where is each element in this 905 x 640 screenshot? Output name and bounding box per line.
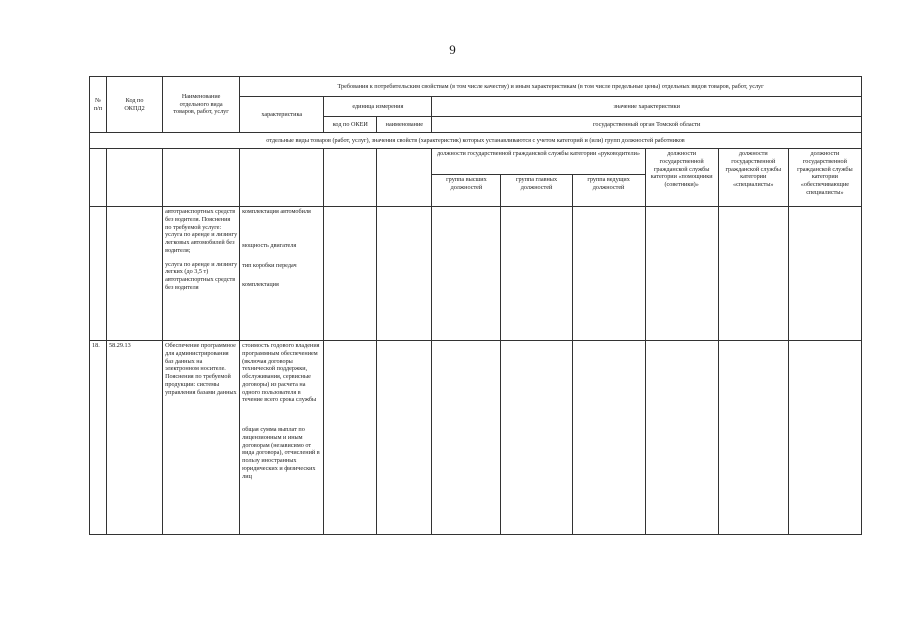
char-block: комплектация автомобиля [242, 208, 311, 215]
row-characteristics [240, 341, 324, 535]
row-code [107, 207, 163, 341]
table-row [90, 341, 862, 535]
char-block: общая сумма выплат по лицензионным и иным договорам (независимо от вида договора), отчислений в пользу иностранных юридических и физических лиц [242, 426, 320, 480]
char-block: стоимость годового владения программным обеспечением (включая договоры технической поддержки, обслуживания, сервисные договоры) из расчета на одного пользователя в течение всего срока службы [242, 342, 320, 404]
row-name [163, 341, 240, 535]
support-header: должности государственной гражданской службы категории «обеспечивающие специалисты» [788, 149, 861, 207]
gov-body-header: государственный орган Томской области [432, 117, 862, 133]
col-name-header: Наименование отдельного вида товаров, работ, услуг [163, 77, 240, 133]
unit-header: единица измерения [324, 97, 432, 117]
group-highest-header: группа высших должностей [432, 175, 501, 207]
requirements-header: Требования к потребительским свойствам (в том числе качеству) и иным характеристикам (в том числе предельные цены) отдельных видов товаров, работ, услуг [240, 77, 862, 97]
requirements-table [89, 76, 862, 535]
row-characteristics [240, 207, 324, 341]
leaders-header: должности государственной гражданской службы категории «руководители» [432, 149, 645, 175]
char-block: мощность двигателя [242, 241, 297, 249]
helpers-header: должности государственной гражданской службы категории «помощники (советники)» [645, 149, 718, 207]
name-block: услуга по аренде и лизингу легких (до 3,5 т) автотранспортных средств без водителя [165, 260, 238, 291]
group-leading-header: группа ведущих должностей [572, 175, 645, 207]
char-block: тип коробки передач [242, 261, 297, 269]
col-okpd-header: Код по ОКПД2 [107, 77, 163, 133]
subheader: отдельные виды товаров (работ, услуг), значения свойств (характеристик) которых устанавливаются с учетом категорий и (или) групп должностей работников [90, 133, 862, 149]
table-row [90, 207, 862, 341]
okei-header: код по ОКЕИ [324, 117, 377, 133]
name-block: Обеспечение программное для администрирования баз данных на электронном носителе. Пояснения по требуемой продукции: системы управления базами данных [165, 342, 237, 396]
row-num: 18. [90, 341, 107, 535]
value-header: значение характеристики [432, 97, 862, 117]
name-block: автотранспортных средств без водителя. Пояснения по требуемой услуге: услуга по аренде и лизингу легковых автомобилей без водителя; [165, 208, 238, 254]
col-num-header: № п/п [90, 77, 107, 133]
row-code: 58.29.13 [107, 341, 163, 535]
row-num [90, 207, 107, 341]
page-number: 9 [449, 42, 456, 57]
row-name [163, 207, 240, 341]
specialists-header: должности государственной гражданской службы категории «специалисты» [718, 149, 788, 207]
unit-name-header: наименование [377, 117, 432, 133]
char-block: комплектация [242, 281, 279, 289]
group-main-header: группа главных должностей [501, 175, 572, 207]
characteristic-header: характеристика [240, 97, 324, 133]
